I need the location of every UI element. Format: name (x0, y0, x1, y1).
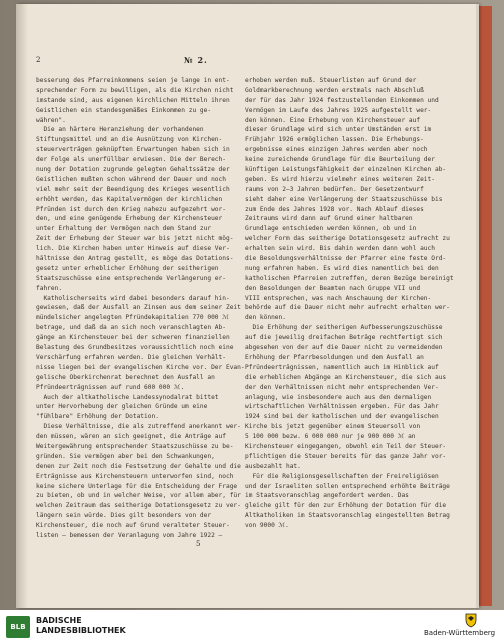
book-edge (478, 6, 492, 606)
text-line: Vermögen im Laufe des Jahres 1925 aufgestellt wer- (245, 106, 432, 114)
text-line: Goldmarkberechnung werden erstmals nach Abschluß (245, 86, 424, 94)
text-line: Kirchensteuer, die noch auf Grund veralteter Steuer- (36, 522, 230, 530)
text-line: wirtschaftlichen Verhältnissen ergeben. Für das Jahr (245, 403, 439, 411)
text-line: viel mehr seit der Beendigung des Krieges wesentlich (36, 185, 230, 193)
text-line: fahren. (36, 284, 63, 292)
text-line: Pfründeerträgnissen auf rund 600 000 ℳ. (36, 383, 185, 391)
page-number-bottom: 5 (196, 540, 201, 548)
text-line: Geistlichen ein standesgemäßes Einkommen zu ge- (36, 106, 212, 114)
text-line: 1924 sind bei der katholischen und der evangelischen (245, 413, 439, 421)
text-line: behörde auf die Dauer nicht mehr aufrecht erhalten wer- (245, 304, 450, 312)
text-line: ausbezahlt hat. (245, 462, 301, 470)
text-line: Auch der altkatholische Landessynodalrat bittet (36, 393, 219, 401)
text-line: Stiftungsmittel und an die Ausnützung von Kirchen- (36, 136, 223, 144)
text-line: die Besoldungsverhältnisse der Pfarrer eine feste Ord- (245, 255, 447, 263)
text-line: steuerverträgen geknüpften Erwartungen haben sich in (36, 146, 230, 154)
text-line: Kirche bis jetzt gegenüber einem Steuersoll von (245, 423, 421, 431)
text-line: Grundlage entschieden werden können, ob und in (245, 225, 417, 233)
text-line: denen zur Zeit noch die Festsetzung der Gehalte und die (36, 462, 241, 470)
text-line: den, und eine genügende Erhebung der Kirchensteuer (36, 215, 223, 223)
text-line: raums von 2—3 Jahren bedürfen. Der Gesetzentwurf (245, 185, 424, 193)
text-line: längern sein würde. Dies gilt besonders von der (36, 512, 212, 520)
text-line: Altkatholiken im Staatsvoranschlag eingestellten Betrag (245, 512, 450, 520)
text-line: Weitergewährung entsprechender Staatszuschüsse zu be- (36, 442, 234, 450)
blb-logo[interactable]: BLB (6, 616, 30, 638)
text-line: katholischen Pfarreien zutreffen, deren Bezüge bereinigt (245, 274, 454, 282)
text-line: der den Verhältnissen nicht mehr entsprechenden Ver- (245, 383, 439, 391)
text-line: hältnisse den Antrag gestellt, es möge das Dotations- (36, 255, 234, 263)
text-line: auf die jeweilig dreifachen Beträge rechtfertigt sich (245, 334, 443, 342)
text-line: gänge an Kirchensteuer bei der schweren finanziellen (36, 334, 230, 342)
text-line: imstande sind, aus eigenen kirchlichen Mitteln ihren (36, 96, 230, 104)
text-line: ergebnisse eines einzigen Jahres werden aber noch (245, 146, 428, 154)
text-line: mündelsicher angelegten Pfründekapitalien 770 000 ℳ (36, 314, 229, 322)
text-line: Pfründeerträgnissen, namentlich auch im Hinblick auf (245, 363, 439, 371)
text-line: Pfründen ist durch den Krieg nahezu aufgezehrt wor- (36, 205, 226, 213)
text-line: abgesehen von der auf die Dauer nicht zu vermeidenden (245, 344, 443, 352)
text-line: zu bieten, ob und in welcher Weise, vor allem aber, für (36, 492, 241, 500)
text-line: Die Erhöhung der seitherigen Aufbesserungszuschüsse (245, 324, 443, 332)
text-line: pflichtigen die Steuer bereits für das ganze Jahr vor- (245, 452, 447, 460)
issue-number: № 2. (184, 55, 208, 65)
text-line: unter Hervorhebung der gleichen Gründe um eine (36, 403, 208, 411)
text-line: Katholischerseits wird dabei besonders darauf hin- (36, 294, 230, 302)
text-line: Die an härtere Heranziehung der vorhandenen (36, 126, 204, 134)
text-line: der Folge als unerfüllbar erwiesen. Die der Berech- (36, 156, 226, 164)
text-column-right (245, 76, 454, 531)
text-line: anlagung, wie insbesondere auch aus den dermaligen (245, 393, 432, 401)
text-line: Kirchensteuer eingegangen, obwohl ein Teil der Steuer- (245, 442, 447, 450)
text-line: welchen Zeitraum das seitherige Dotationsgesetz zu ver- (36, 502, 241, 510)
text-line: und der Israeliten sollen entsprechend erhöhte Beiträge (245, 482, 450, 490)
text-line: sieht daher eine Verlängerung der Staatszuschüsse bis (245, 195, 443, 203)
text-line: zum Ende des Jahres 1928 vor. Nach Ablauf dieses (245, 205, 424, 213)
text-line: gesetz unter erheblicher Erhöhung der seitherigen (36, 264, 219, 272)
text-line: gleiche gilt für den zur Erhöhung der Dotation für die (245, 502, 447, 510)
text-line: Frühjahr 1926 ermöglichen lassen. Die Erhebungs- (245, 136, 424, 144)
page-number-top: 2 (36, 56, 41, 64)
text-line: den können. Eine Erhebung von Kirchensteuer auf (245, 116, 421, 124)
text-line: 5 100 000 bezw. 6 000 000 nur je 900 000 ℳ an (245, 433, 416, 441)
library-name-line2: LANDESBIBLIOTHEK (36, 626, 126, 635)
text-line: nisse liegen bei der evangelischen Kirche vor. Der Evan- (36, 363, 245, 371)
page-edge (476, 4, 479, 608)
text-line: besserung des Pfarreinkommens seien je lange in ent- (36, 77, 230, 84)
text-line: Verschärfung erfahren werden. Die gleichen Verhält- (36, 353, 226, 361)
text-line: listen — bemessen der Veranlagung vom Jahre 1922 — (36, 531, 223, 539)
text-line: erhoben werden muß. Steuerlisten auf Grund der (245, 77, 417, 84)
text-line: Zeit der Erhebung der Steuer war bis jetzt nicht mög- (36, 235, 234, 243)
text-line: keine zureichende Grundlage für die Beurteilung der (245, 156, 435, 164)
text-line: betrage, und daß da an sich noch veranschlagten Ab- (36, 324, 226, 332)
text-line: den Besoldungen der Beamten nach Gruppe VII und (245, 284, 421, 292)
text-line: Diese Verhältnisse, die als zutreffend anerkannt wer- (36, 423, 241, 431)
text-line: von 9000 ℳ. (245, 522, 289, 530)
text-line: währen". (36, 116, 66, 124)
text-line: nung der Dotation zugrunde gelegten Gehaltssätze der (36, 166, 230, 174)
text-line: gewiesen, daß der Ausfall an Zinsen aus dem seiner Zeit (36, 304, 241, 312)
text-line: Erträgnisse aus Kirchensteuern unterworfen sind, noch (36, 472, 234, 480)
text-line: Staatszuschüsse eine entsprechende Verlängerung er- (36, 274, 226, 282)
text-column-left (36, 76, 245, 541)
text-line: im Staatsvoranschlag angefordert werden. Das (245, 492, 409, 500)
text-line: welcher Form das seitherige Dotationsgesetz aufrecht zu (245, 235, 450, 243)
region-label: Baden-Württemberg (424, 629, 496, 637)
text-line: "fühlbare" Erhöhung der Dotation. (36, 413, 159, 421)
library-name[interactable] (36, 616, 126, 636)
text-line: unter Erhaltung der Vermögen nach dem Stand zur (36, 225, 212, 233)
text-line: erhöht werden, das Kapitalvermögen der kirchlichen (36, 195, 223, 203)
text-line: erhalten sein wird. Bis dahin werden dann wohl auch (245, 245, 435, 253)
text-line: Für die Religionsgesellschaften der Freireligiösen (245, 472, 439, 480)
text-line: den können. (245, 314, 286, 322)
gutter-shadow (16, 4, 28, 608)
text-line: VIII entsprechen, was nach Anschauung der Kirchen- (245, 294, 432, 302)
text-line: keine sichere Unterlage für die Entscheidung der Frage (36, 482, 238, 490)
text-line: dieser Grundlage wird sich unter Umständen erst im (245, 126, 432, 134)
text-line: Belastung des Grundbesitzes voraussichtlich noch eine (36, 344, 234, 352)
text-line: Zeitraums wird dann auf Grund einer haltbaren (245, 215, 413, 223)
text-line: die erheblichen Abgänge an Kirchensteuer, die sich aus (245, 373, 447, 381)
coat-of-arms-icon (463, 612, 479, 628)
text-line: künftigen Leistungsfähigkeit der einzelnen Kirchen ab- (245, 166, 447, 174)
text-line: nung erfahren haben. Es wird dies namentlich bei den (245, 264, 439, 272)
text-line: lich. Die Kirchen haben unter Hinweis auf diese Ver- (36, 245, 230, 253)
text-line: sprechender Form zu bewilligen, als die Kirchen nicht (36, 86, 234, 94)
text-line: der für das Jahr 1924 festzustellenden Einkommen und (245, 96, 439, 104)
text-line: Geistlichen mußten schon während der Dauer und noch (36, 175, 226, 183)
text-line: gelische Oberkirchenrat berechnet den Ausfall an (36, 373, 215, 381)
text-line: gründen. Sie vermögen aber bei den Schwankungen, (36, 452, 215, 460)
library-name-line1: BADISCHE (36, 616, 82, 625)
text-line: den müssen, wären an sich geeignet, die Anträge auf (36, 433, 226, 441)
text-line: geben. Es wird hierzu vielmehr eines weiteren Zeit- (245, 175, 435, 183)
text-line: Erhöhung der Pfarrbesoldungen und dem Ausfall an (245, 353, 424, 361)
